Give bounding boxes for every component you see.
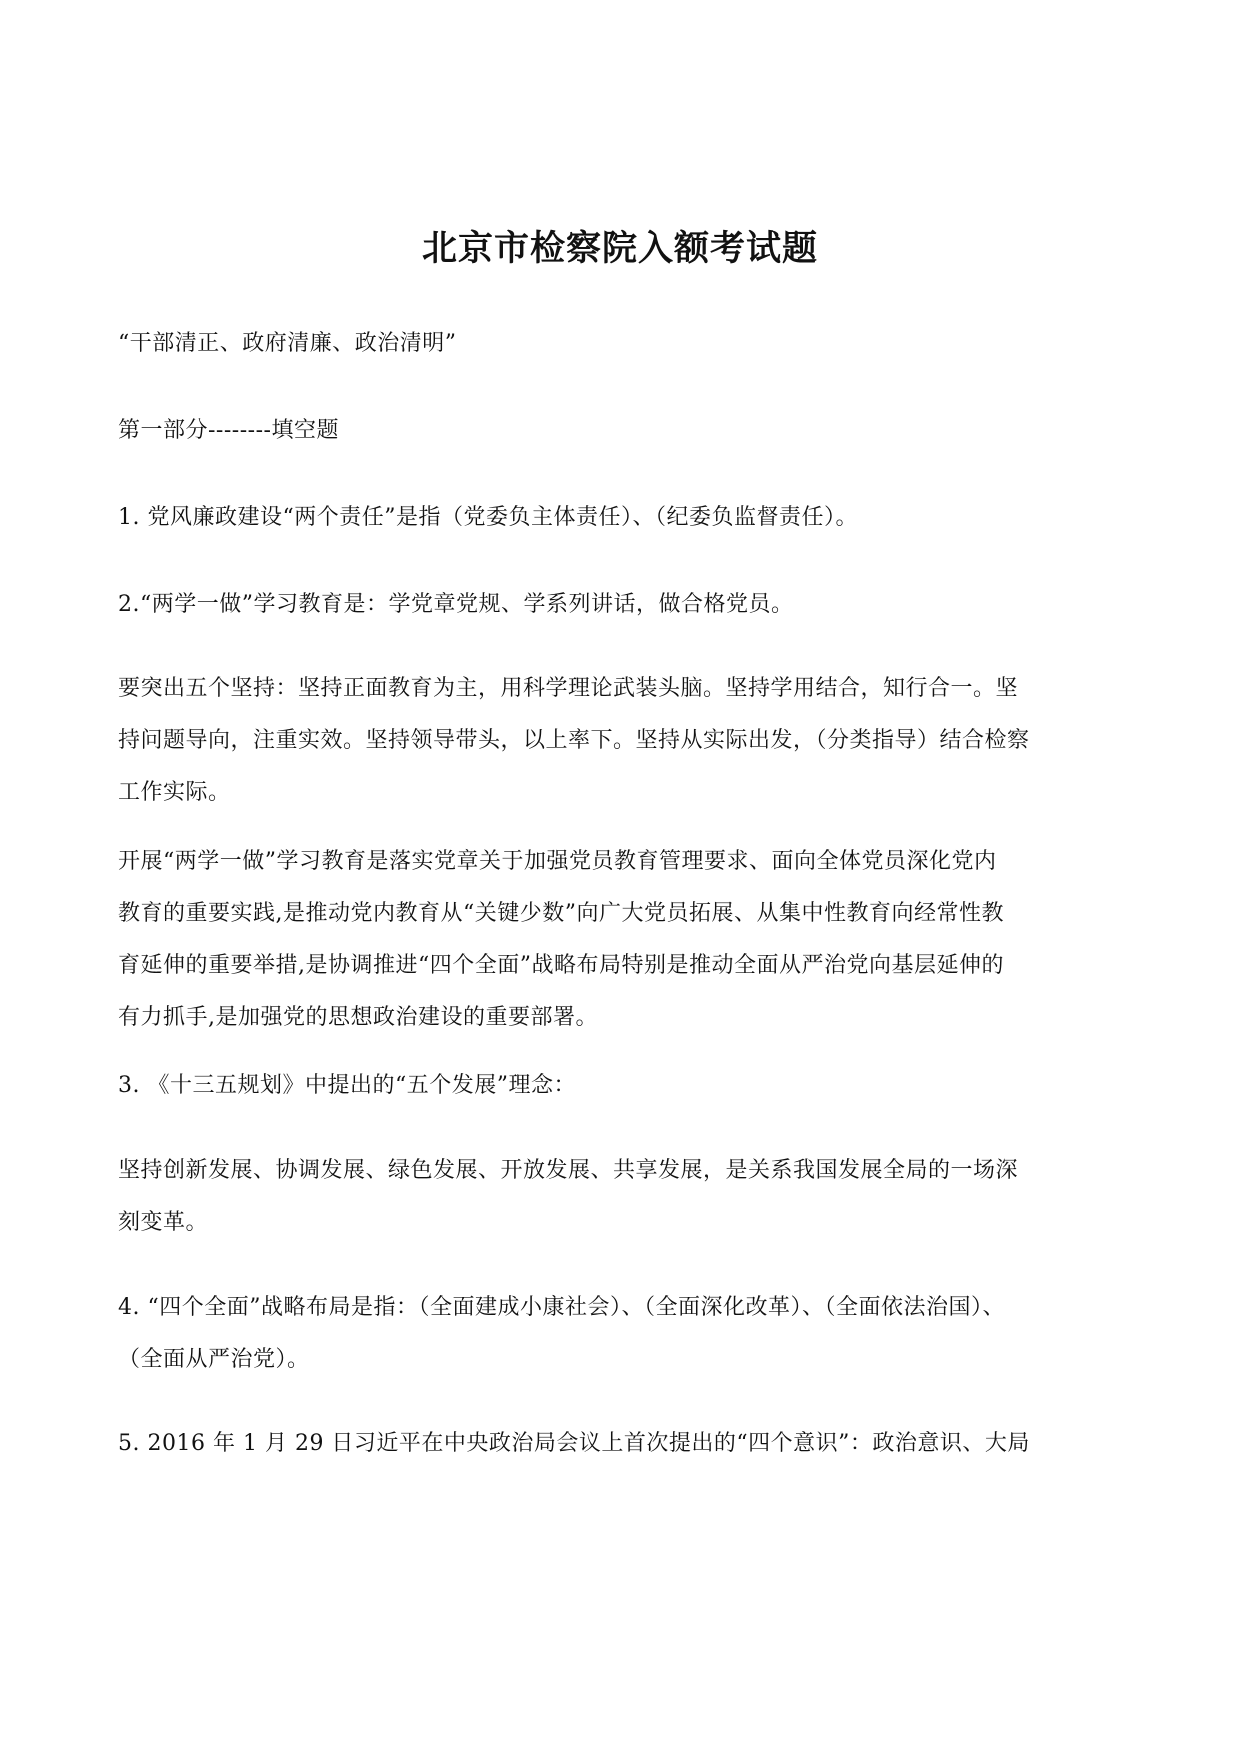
- text-line: 3. 《十三五规划》中提出的“五个发展”理念：: [118, 1073, 576, 1098]
- text-line: 刻变革。: [118, 1210, 209, 1235]
- text-line: 持问题导向，注重实效。坚持领导带头，以上率下。坚持从实际出发，（分类指导）结合检察: [118, 728, 1030, 753]
- text-line: 要突出五个坚持：坚持正面教育为主，用科学理论武装头脑。坚持学用结合，知行合一。坚: [118, 676, 1019, 701]
- document-title: 北京市检察院入额考试题: [421, 228, 818, 269]
- text-line: 1. 党风廉政建设“两个责任”是指（党委负主体责任）、（纪委负监督责任）。: [118, 505, 858, 530]
- question-2: [118, 579, 1128, 631]
- text-line: 开展“两学一做”学习教育是落实党章关于加强党员教育管理要求、面向全体党员深化党内: [118, 849, 997, 874]
- two-studies-paragraph: [118, 836, 1128, 1044]
- question-3: [118, 1060, 1128, 1112]
- text-line: 工作实际。: [118, 780, 231, 805]
- question-1: [118, 492, 1128, 544]
- five-developments-paragraph: [118, 1145, 1128, 1249]
- section-heading: [118, 405, 1128, 457]
- slogan-paragraph: [118, 318, 1128, 370]
- text-line: 坚持创新发展、协调发展、绿色发展、开放发展、共享发展，是关系我国发展全局的一场深: [118, 1158, 1019, 1183]
- five-persistences-paragraph: [118, 663, 1128, 819]
- text-line: （全面从严治党）。: [118, 1347, 310, 1372]
- text-line: 育延伸的重要举措,是协调推进“四个全面”战略布局特别是推动全面从严治党向基层延伸的: [118, 953, 1004, 978]
- text-line: 有力抓手,是加强党的思想政治建设的重要部署。: [118, 1005, 598, 1030]
- text-line: 5. 2016 年 1 月 29 日习近平在中央政治局会议上首次提出的“四个意识”：政治意识、大局: [118, 1431, 1030, 1456]
- text-line: 第一部分--------填空题: [118, 418, 339, 443]
- text-line: 2.“两学一做”学习教育是：学党章党规、学系列讲话，做合格党员。: [118, 592, 794, 617]
- question-4: [118, 1282, 1128, 1386]
- text-line: 教育的重要实践,是推动党内教育从“关键少数”向广大党员拓展、从集中性教育向经常性教: [118, 901, 1004, 926]
- text-line: 4. “四个全面”战略布局是指：（全面建成小康社会）、（全面深化改革）、（全面依法治国）、: [118, 1295, 1005, 1320]
- question-5: [118, 1418, 1128, 1470]
- text-line: “干部清正、政府清廉、政治清明”: [118, 331, 457, 356]
